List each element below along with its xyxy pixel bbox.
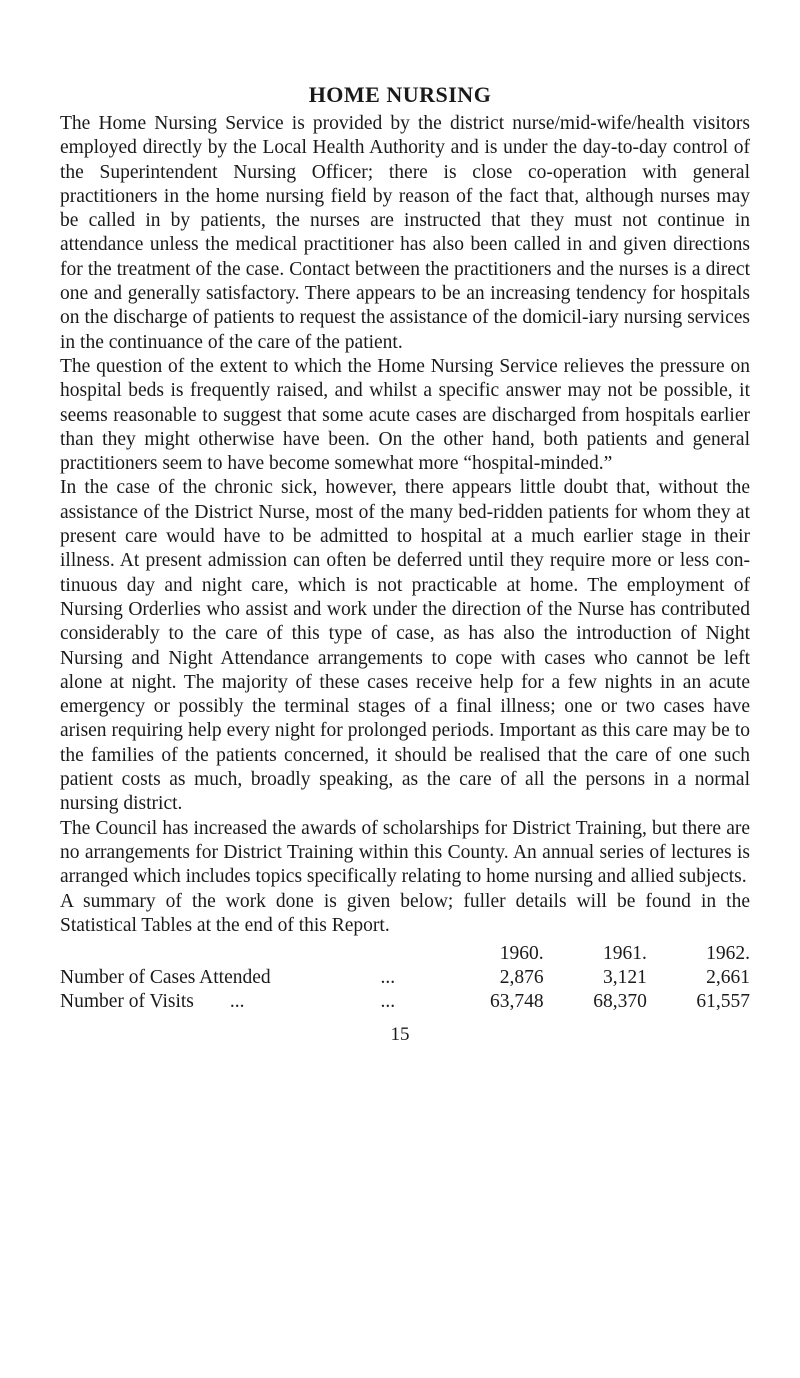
page-number: 15 bbox=[390, 1024, 410, 1045]
row-label: Number of Visits ... bbox=[60, 991, 245, 1012]
summary-table bbox=[60, 942, 750, 1014]
paragraph: The Home Nursing Service is provided by the district nurse/mid-wife/health visitors employed directly by the Local Health Authority and is under the day-to-day control of the Superintendent Nursing Officer; there is close co-operation with general practitioners in the home nursing field by reason of the fact that, although nurses may be called in by patients, the nurses are instructed that they must not continue in attendance unless the medical practitioner has also been called in and given directions for the treatment of the case. Contact between the practitioners and the nurses is a direct one and generally satisfactory. There appears to be an increasing tendency for hospitals on the discharge of patients to request the assistance of the domicil-iary nursing services in the continuance of the care of the patient. bbox=[60, 113, 750, 353]
table-cell: 3,121 bbox=[602, 967, 647, 988]
table-header-row bbox=[60, 942, 750, 966]
paragraph: The question of the extent to which the Home Nursing Service relieves the pressure on hospital beds is frequently raised, and whilst a specific answer may not be possible, it seems reasonable to suggest that some acute cases are discharged from hospitals earlier than they might otherwise have been. On the other hand, both patients and general practitioners seem to have become somewhat more “hospital-minded.” bbox=[60, 355, 750, 475]
leader-dots: ... bbox=[229, 991, 245, 1012]
table-row bbox=[60, 990, 750, 1014]
page-heading: HOME NURSING bbox=[308, 82, 492, 107]
table-cell: 2,661 bbox=[706, 967, 750, 988]
table-cell: 2,876 bbox=[499, 967, 544, 988]
leader-dots: ... bbox=[380, 991, 396, 1012]
table-row bbox=[60, 966, 750, 990]
body-text bbox=[60, 112, 750, 938]
paragraph: The Council has increased the awards of scholarships for District Training, but there are no arrangements for District Training within this County. An annual series of lectures is arranged which includes topics specifically relating to home nursing and allied subjects. bbox=[60, 817, 750, 888]
table-cell: 63,748 bbox=[490, 991, 544, 1012]
column-header: 1961. bbox=[602, 943, 647, 964]
column-header: 1960. bbox=[499, 943, 544, 964]
leader-dots: ... bbox=[380, 967, 396, 988]
table-cell: 68,370 bbox=[593, 991, 647, 1012]
table-cell: 61,557 bbox=[696, 991, 750, 1012]
paragraph: A summary of the work done is given below; fuller details will be found in the Statistical Tables at the end of this Report. bbox=[60, 890, 750, 936]
paragraph: In the case of the chronic sick, however, there appears little doubt that, without the assistance of the District Nurse, most of the many bed-ridden patients for whom they at present care would have to be admitted to hospital at a much earlier stage in their illness. At present admission can often be deferred until they require more or less con-tinuous day and night care, which is not practicable at home. The employment of Nursing Orderlies who assist and work under the direction of the Nurse has contributed considerably to the care of this type of case, as has also the introduction of Night Nursing and Night Attendance arrangements to cope with cases who cannot be left alone at night. The majority of these cases receive help for a few nights in an acute emergency or possibly the terminal stages of a final illness; one or two cases have arisen requiring help every night for prolonged periods. Important as this care may be to the families of the patients concerned, it should be realised that the care of one such patient costs as much, broadly speaking, as the care of all the persons in a normal nursing district. bbox=[60, 477, 750, 815]
column-header: 1962. bbox=[706, 943, 750, 964]
row-label: Number of Cases Attended bbox=[60, 967, 271, 988]
